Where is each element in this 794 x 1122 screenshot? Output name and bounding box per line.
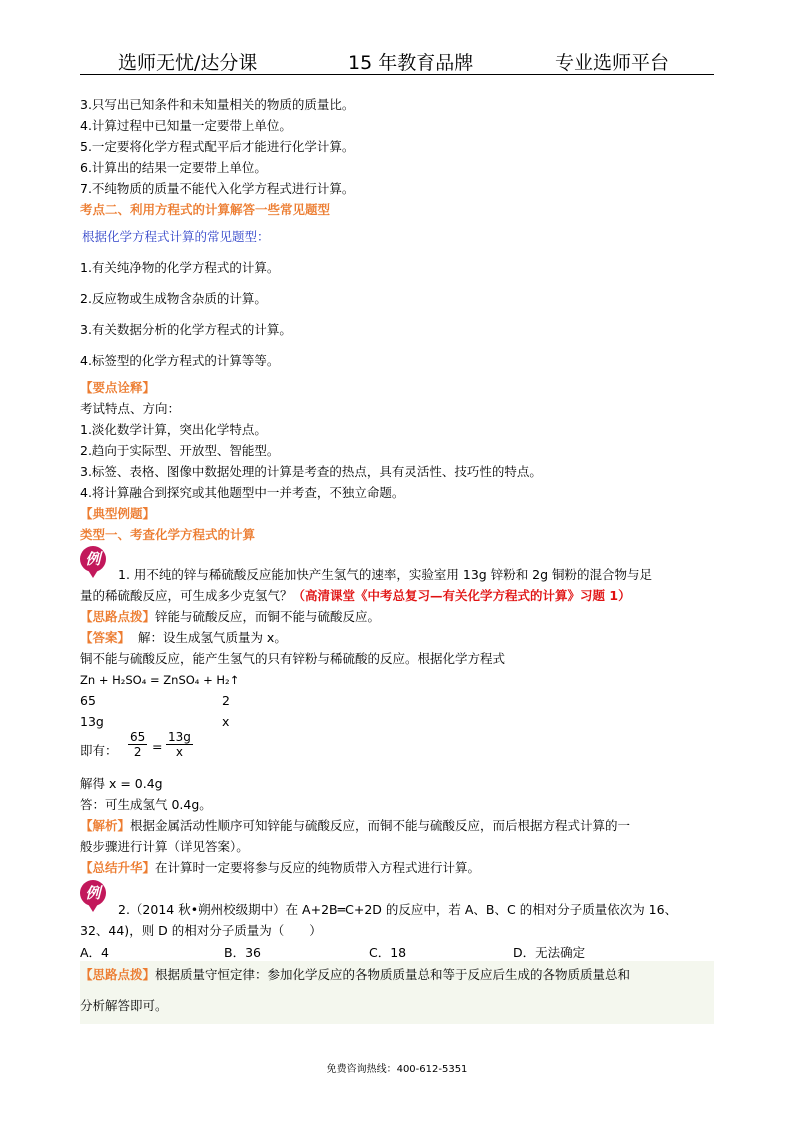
mass-13g: 13g: [80, 714, 104, 729]
ex2-option-d: D．无法确定: [513, 945, 586, 960]
ex1-question-line1: 1. 用不纯的锌与稀硫酸反应能加快产生氢气的速率，实验室用 13g 锌粉和 2g 铜粉的混合物与足: [118, 567, 653, 582]
ex1-analysis-line1: [80, 817, 630, 835]
exam-feature-1: 1.淡化数学计算，突出化学特点。: [80, 422, 267, 437]
ex1-question-text: 量的稀硫酸反应，可生成多少克氢气？: [80, 588, 293, 603]
fraction-right-numerator: 13g: [168, 730, 191, 744]
page-footer: 免费咨询热线：400-612-5351: [326, 1064, 468, 1075]
ex2-hint-line2: 分析解答即可。: [80, 998, 168, 1013]
common-type-2: 2.反应物或生成物含杂质的计算。: [80, 291, 267, 306]
ex1-analysis-line2: 般步骤进行计算（详见答案）。: [80, 839, 249, 854]
rule-3: 3.只写出已知条件和未知量相关的物质的质量比。: [80, 97, 355, 112]
ex2-hint-text: 根据质量守恒定律：参加化学反应的各物质质量总和等于反应后生成的各物质质量总和: [155, 967, 631, 982]
ex1-analysis-text: 根据金属活动性顺序可知锌能与硫酸反应，而铜不能与硫酸反应，而后根据方程式计算的一: [130, 818, 631, 833]
ex1-answer-intro: 解：设生成氢气质量为 x。: [130, 630, 287, 645]
ex2-hint-label: 【思路点拨】: [80, 967, 156, 982]
example-icon: 例: [80, 546, 106, 572]
ex1-answer-label: 【答案】: [80, 630, 131, 645]
mass-65: 65: [80, 693, 96, 708]
header-brand: 选师无忧/达分课: [118, 52, 258, 74]
chemical-equation: Zn + H₂SO₄ = ZnSO₄ + H₂↑: [80, 673, 240, 687]
ex2-option-a: A．4: [80, 945, 110, 960]
header-slogan: 15 年教育品牌: [348, 52, 474, 74]
ratio-label: 即有：: [80, 743, 118, 758]
common-type-3: 3.有关数据分析的化学方程式的计算。: [80, 322, 292, 337]
mass-x: x: [222, 714, 230, 729]
conclusion-line: 答：可生成氢气 0.4g。: [80, 797, 212, 812]
fraction-left-denominator: 2: [133, 745, 142, 759]
solve-line: 解得 x = 0.4g: [80, 776, 163, 791]
exam-feature-2: 2.趋向于实际型、开放型、智能型。: [80, 443, 280, 458]
ex1-summary-label: 【总结升华】: [80, 860, 156, 875]
ex1-hint-text: 锌能与硫酸反应，而铜不能与硫酸反应。: [155, 609, 381, 624]
fraction-left: [128, 730, 147, 759]
typical-examples-heading: 【典型例题】: [80, 506, 156, 521]
ex1-answer-line2: 铜不能与硫酸反应，能产生氢气的只有锌粉与稀硫酸的反应。根据化学方程式: [80, 651, 506, 666]
fraction-left-numerator: 65: [130, 730, 146, 744]
ex1-summary: [80, 859, 480, 877]
fraction-equals: =: [152, 739, 163, 754]
ex1-hint: [80, 608, 380, 626]
rule-4: 4.计算过程中已知量一定要带上单位。: [80, 118, 292, 133]
key-points-heading: 【要点诠释】: [80, 380, 156, 395]
exam-feature-3: 3.标签、表格、图像中数据处理的计算是考查的热点，具有灵活性、技巧性的特点。: [80, 464, 542, 479]
ex2-question-line1: 2.（2014 秋•朔州校级期中）在 A+2B═C+2D 的反应中，若 A、B、C 的相对分子质量依次为 16、: [118, 902, 678, 917]
ex1-analysis-label: 【解析】: [80, 818, 131, 833]
rule-6: 6.计算出的结果一定要带上单位。: [80, 160, 267, 175]
common-type-4: 4.标签型的化学方程式的计算等等。: [80, 353, 280, 368]
mass-2: 2: [222, 693, 230, 708]
ex1-source: （高清课堂《中考总复习—有关化学方程式的计算》习题 1）: [292, 588, 631, 603]
common-type-1: 1.有关纯净物的化学方程式的计算。: [80, 260, 280, 275]
rule-5: 5.一定要将化学方程式配平后才能进行化学计算。: [80, 139, 355, 154]
ex1-summary-text: 在计算时一定要将参与反应的纯物质带入方程式进行计算。: [155, 860, 481, 875]
ex2-option-c: C．18: [369, 945, 407, 960]
fraction-right-denominator: x: [175, 745, 183, 759]
page-header: [80, 46, 714, 75]
fraction-right: [166, 730, 193, 759]
ex1-question-line2: [80, 587, 631, 605]
header-tagline: 专业选师平台: [555, 52, 670, 74]
exam-features-title: 考试特点、方向：: [80, 401, 181, 416]
type1-title: 类型一、考查化学方程式的计算: [80, 527, 256, 542]
example-icon-2: 例: [80, 880, 106, 906]
rule-7: 7.不纯物质的质量不能代入化学方程式进行计算。: [80, 181, 355, 196]
ex2-option-b: B．36: [224, 945, 261, 960]
section-title: 考点二、利用方程式的计算解答一些常见题型: [80, 202, 331, 217]
ex1-hint-label: 【思路点拨】: [80, 609, 156, 624]
ex2-question-line2: 32、44)，则 D 的相对分子质量为（ ）: [80, 923, 322, 938]
exam-feature-4: 4.将计算融合到探究或其他题型中一并考查，不独立命题。: [80, 485, 405, 500]
ex2-hint-line1: [80, 966, 630, 984]
common-types-title: 根据化学方程式计算的常见题型：: [82, 229, 270, 244]
ex1-answer: [80, 629, 287, 647]
